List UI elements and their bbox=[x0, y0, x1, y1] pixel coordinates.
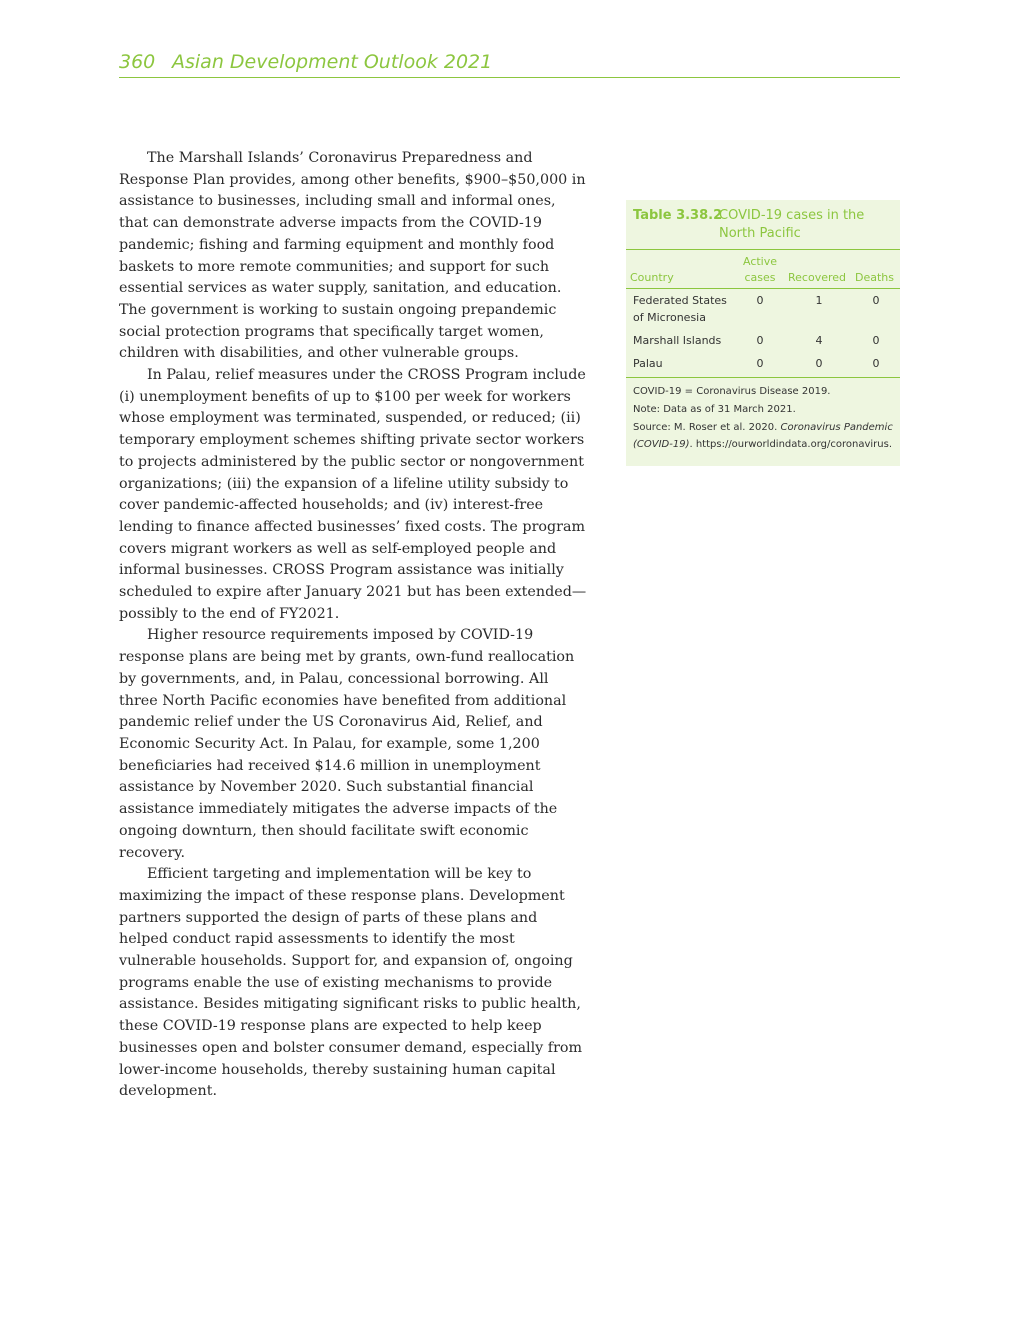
column-header-active-line1: Active bbox=[742, 255, 778, 268]
page-number: 360 bbox=[119, 51, 156, 73]
table-caption: COVID-19 cases in the North Pacific bbox=[719, 208, 865, 241]
table-cell-country: Marshall Islands bbox=[633, 334, 722, 347]
table-cell-recovered: 1 bbox=[815, 294, 823, 307]
running-header bbox=[119, 50, 900, 78]
source-title: Coronavirus Pandemic bbox=[780, 422, 893, 433]
paragraph: The Marshall Islands’ Coronavirus Preparedness and Response Plan provides, among other benefits, $900–$50,000 in assistance to businesses, including small and informal ones, that can demonstrate adverse impacts from the COVID-19 pandemic; fishing and farming equipment and monthly food baskets to more remote communities; and support for such essential services as water supply, sanitation, and education. The government is working to sustain ongoing prepandemic social protection programs that specifically target women, children with disabilities, and other vulnerable groups. bbox=[119, 150, 586, 362]
column-header-country: Country bbox=[630, 271, 674, 284]
table-source-note bbox=[633, 419, 898, 453]
column-header-active-line2: cases bbox=[744, 271, 776, 284]
publication-title: Asian Development Outlook 2021 bbox=[172, 51, 493, 73]
table-cell-country: of Micronesia bbox=[633, 311, 706, 324]
table-label: Table 3.38.2 bbox=[633, 208, 723, 223]
table-cell-deaths: 0 bbox=[872, 294, 880, 307]
table-cell-active: 0 bbox=[756, 294, 764, 307]
table-cell-deaths: 0 bbox=[872, 334, 880, 347]
table-rule-top bbox=[626, 249, 900, 250]
paragraph: Higher resource requirements imposed by COVID-19 response plans are being met by grants, own-fund reallocation by governments, and, in Palau, concessional borrowing. All three North Pacific economies have benefited from additional pandemic relief under the US Coronavirus Aid, Relief, and Economic Security Act. In Palau, for example, some 1,200 beneficiaries had received $14.6 million in unemployment assistance by November 2020. Such substantial financial assistance immediately mitigates the adverse impacts of the ongoing downturn, then should facilitate swift economic recovery. bbox=[119, 627, 575, 861]
table-cell-active: 0 bbox=[756, 334, 764, 347]
table-abbreviation-note: COVID-19 = Coronavirus Disease 2019. bbox=[633, 386, 831, 397]
table-cell-deaths: 0 bbox=[872, 357, 880, 370]
table-rule-header bbox=[626, 288, 900, 289]
table-rule-bottom bbox=[626, 377, 900, 378]
column-header-recovered: Recovered bbox=[788, 271, 847, 284]
source-title-continued: (COVID-19) bbox=[633, 439, 690, 450]
table-date-note: Note: Data as of 31 March 2021. bbox=[633, 404, 796, 415]
body-text bbox=[119, 148, 587, 1103]
paragraph: Efficient targeting and implementation will be key to maximizing the impact of these response plans. Development partners supported the design of parts of these plans and helped conduct rapid assessments to identify the most vulnerable households. Support for, and expansion of, ongoing programs enable the use of existing mechanisms to provide assistance. Besides mitigating significant risks to public health, these COVID-19 response plans are expected to help keep businesses open and bolster consumer demand, especially from lower-income households, thereby sustaining human capital development. bbox=[119, 866, 583, 1100]
paragraph: In Palau, relief measures under the CROSS Program include (i) unemployment benefits of up to $100 per week for workers whose employment was terminated, suspended, or reduced; (ii) temporary employment schemes shifting private sector workers to projects administered by the public sector or nongovernment organizations; (iii) the expansion of a lifeline utility subsidy to cover pandemic-affected households; and (iv) interest-free lending to finance affected businesses’ fixed costs. The program covers migrant workers as well as self-employed people and informal businesses. CROSS Program assistance was initially scheduled to expire after January 2021 but has been extended—possibly to the end of FY2021. bbox=[119, 367, 587, 622]
table-cell-recovered: 0 bbox=[815, 357, 823, 370]
covid-cases-table bbox=[626, 200, 900, 466]
table-cell-country: Federated States bbox=[633, 294, 727, 307]
table-cell-active: 0 bbox=[756, 357, 764, 370]
table-cell-recovered: 4 bbox=[815, 334, 823, 347]
table-cell-country: Palau bbox=[633, 357, 663, 370]
source-prefix: Source: M. Roser et al. 2020. bbox=[633, 422, 781, 433]
column-header-deaths: Deaths bbox=[855, 271, 894, 284]
source-link: . https://ourworldindata.org/coronavirus. bbox=[689, 439, 893, 450]
